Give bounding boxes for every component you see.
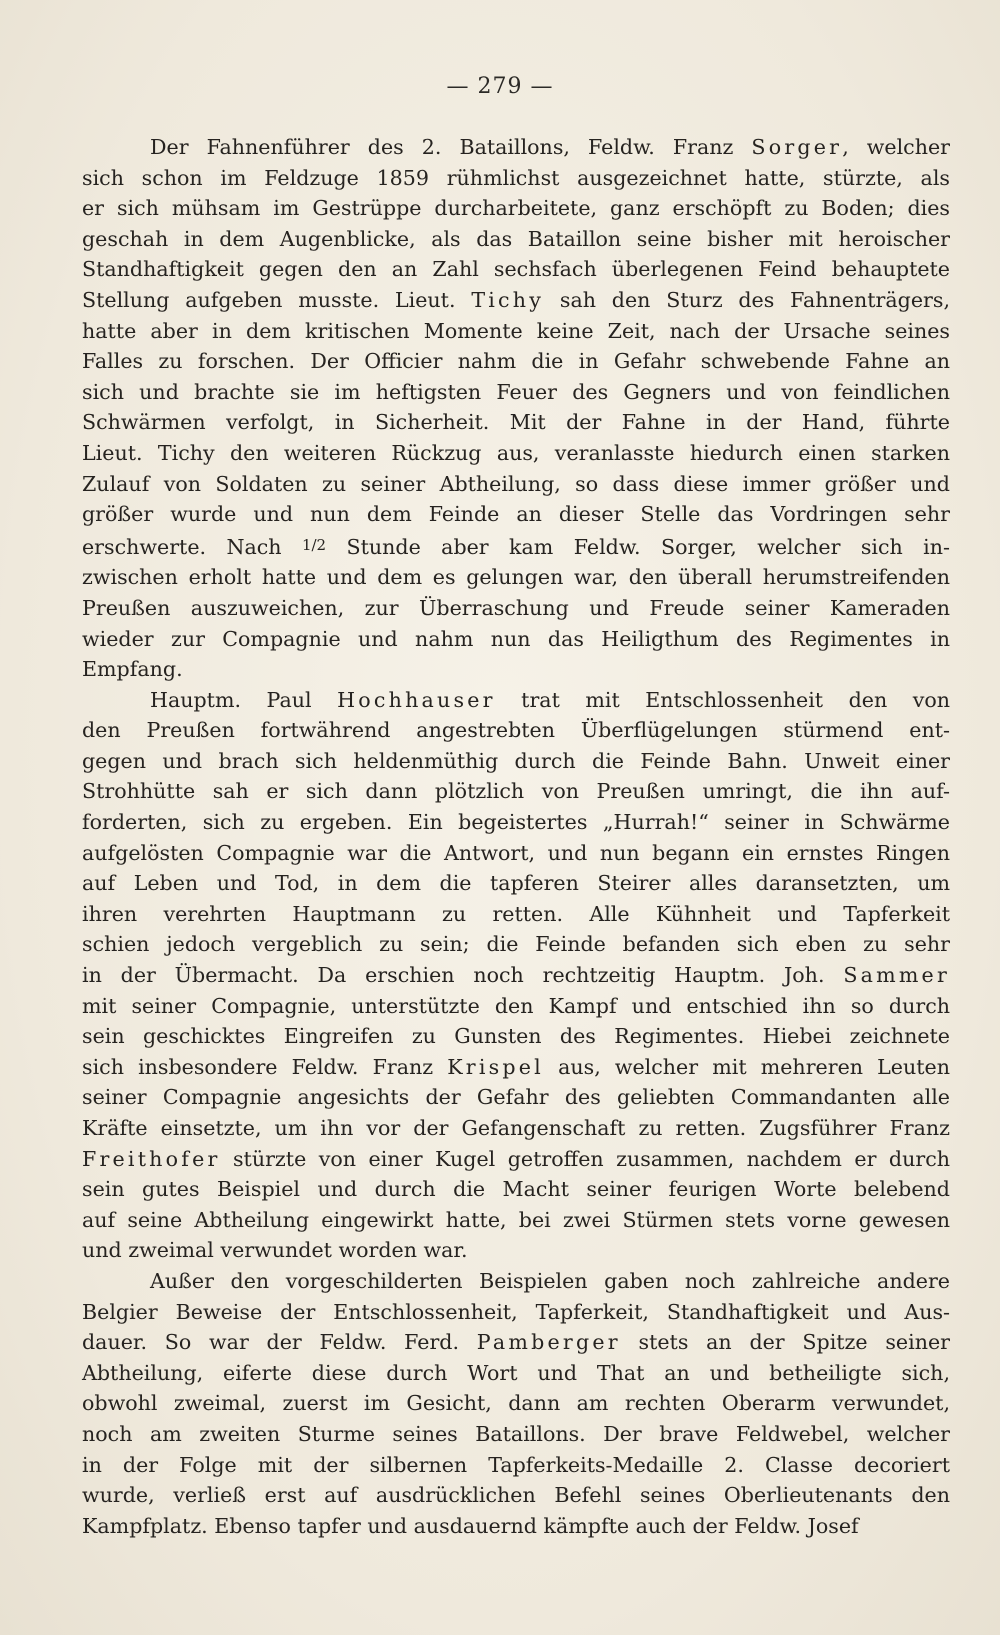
text-line <box>82 1113 950 1144</box>
text-segment: den Preußen fortwährend angestrebten Überflügelungen stürmend ent- <box>82 718 950 743</box>
text-segment: Hauptm. Paul <box>150 687 338 712</box>
text-segment: aus, welcher mit mehreren Leuten <box>543 1054 950 1079</box>
text-segment: zwischen erholt hatte und dem es gelungen war, den überall herumstreifenden <box>82 565 950 590</box>
text-line <box>82 1297 950 1328</box>
text-segment: er sich mühsam im Gestrüppe durcharbeitete, ganz erschöpft zu Boden; dies <box>82 196 950 221</box>
text-line <box>82 562 950 593</box>
text-line <box>82 1144 950 1175</box>
text-line <box>82 346 950 377</box>
text-line <box>82 1266 950 1297</box>
text-line <box>82 132 950 163</box>
text-line <box>82 868 950 899</box>
text-segment: aufgelösten Compagnie war die Antwort, und nun begann ein ernstes Ringen <box>82 840 950 865</box>
fraction: 1/2 <box>301 535 327 554</box>
page-number: — 279 — <box>446 74 554 99</box>
text-line <box>82 377 950 408</box>
text-line <box>82 1511 950 1542</box>
spaced-name: Freithofer <box>82 1146 221 1171</box>
paragraph <box>82 132 950 685</box>
text-segment: sich insbesondere Feldw. Franz <box>82 1054 448 1079</box>
text-line <box>82 1082 950 1113</box>
text-line <box>82 746 950 777</box>
text-line <box>82 899 950 930</box>
text-line <box>82 254 950 285</box>
text-line <box>82 1480 950 1511</box>
text-line <box>82 715 950 746</box>
text-segment: obwohl zweimal, zuerst im Gesicht, dann am rechten Oberarm verwundet, <box>82 1391 950 1416</box>
text-segment: noch am zweiten Sturme seines Bataillons. Der brave Feldwebel, welcher <box>82 1421 950 1446</box>
text-line <box>82 1174 950 1205</box>
text-segment: größer wurde und nun dem Feinde an dieser Stelle das Vordringen sehr <box>82 502 950 527</box>
text-segment: trat mit Entschlossenheit den von <box>495 687 951 712</box>
text-segment: sein gutes Beispiel und durch die Macht seiner feurigen Worte belebend <box>82 1177 950 1202</box>
text-segment: dauer. So war der Feldw. Ferd. <box>82 1330 477 1355</box>
text-line <box>82 469 950 500</box>
text-line <box>82 1021 950 1052</box>
text-segment: gegen und brach sich heldenmüthig durch die Feinde Bahn. Unweit einer <box>82 748 950 773</box>
text-line <box>82 776 950 807</box>
text-segment: Abtheilung, eiferte diese durch Wort und That an und betheiligte sich, <box>82 1360 950 1385</box>
text-line <box>82 407 950 438</box>
text-segment: Strohhütte sah er sich dann plötzlich von Preußen umringt, die ihn auf- <box>82 779 950 804</box>
text-segment: geschah in dem Augenblicke, als das Bataillon seine bisher mit heroischer <box>82 226 950 251</box>
text-segment: ihren verehrten Hauptmann zu retten. Alle Kühnheit und Tapferkeit <box>82 901 950 926</box>
text-segment: in der Folge mit der silbernen Tapferkeits-Medaille 2. Classe decoriert <box>82 1452 950 1477</box>
text-line <box>82 1205 950 1236</box>
text-segment: Schwärmen verfolgt, in Sicherheit. Mit der Fahne in der Hand, führte <box>82 410 950 435</box>
text-segment: , welcher <box>842 135 950 159</box>
text-segment: wieder zur Compagnie und nahm nun das Heiligthum des Regimentes in <box>82 626 950 651</box>
text-segment: in der Übermacht. Da erschien noch rechtzeitig Hauptm. Joh. <box>82 963 844 988</box>
text-segment: Belgier Beweise der Entschlossenheit, Tapferkeit, Standhaftigkeit und Aus- <box>82 1299 950 1324</box>
spaced-name: Krispel <box>447 1054 544 1079</box>
text-segment: stürzte von einer Kugel getroffen zusammen, nachdem er durch <box>220 1146 950 1171</box>
text-line <box>82 624 950 655</box>
text-segment: stets an der Spitze seiner <box>620 1330 950 1355</box>
text-line <box>82 224 950 255</box>
text-line <box>82 929 950 960</box>
text-segment: erschwerte. Nach <box>82 534 302 559</box>
paragraph <box>82 1266 950 1541</box>
text-segment: auf Leben und Tod, in dem die tapferen Steirer alles daransetzten, um <box>82 871 950 896</box>
text-line <box>82 654 950 685</box>
text-segment: sich schon im Feldzuge 1859 rühmlichst ausgezeichnet hatte, stürzte, als <box>82 165 950 190</box>
text-line <box>82 960 950 991</box>
text-line <box>82 193 950 224</box>
text-line <box>82 1358 950 1389</box>
text-segment: Falles zu forschen. Der Officier nahm die in Gefahr schwebende Fahne an <box>82 349 950 374</box>
text-segment: seiner Compagnie angesichts der Gefahr des geliebten Commandanten alle <box>82 1085 950 1110</box>
text-segment: Stellung aufgeben musste. Lieut. <box>82 287 472 312</box>
text-line <box>82 316 950 347</box>
text-line <box>82 1235 950 1266</box>
text-segment: Der Fahnenführer des 2. Bataillons, Feldw. Franz <box>150 135 752 159</box>
text-segment: Preußen auszuweichen, zur Überraschung und Freude seiner Kameraden <box>82 595 950 620</box>
text-segment: Lieut. Tichy den weiteren Rückzug aus, veranlasste hiedurch einen starken <box>82 440 950 465</box>
text-segment: Kräfte einsetzte, um ihn vor der Gefangenschaft zu retten. Zugsführer Franz <box>82 1116 950 1140</box>
text-line <box>82 991 950 1022</box>
text-segment: Zulauf von Soldaten zu seiner Abtheilung, so dass diese immer größer und <box>82 471 950 496</box>
text-segment: und zweimal verwundet worden war. <box>82 1238 468 1263</box>
text-line <box>82 438 950 469</box>
text-segment: Kampfplatz. Ebenso tapfer und ausdauernd kämpfte auch der Feldw. Josef <box>82 1513 859 1538</box>
text-segment: Außer den vorgeschilderten Beispielen gaben noch zahlreiche andere <box>150 1268 950 1293</box>
text-line <box>82 1388 950 1419</box>
text-line <box>82 1419 950 1450</box>
text-line <box>82 593 950 624</box>
text-segment: auf seine Abtheilung eingewirkt hatte, bei zwei Stürmen stets vorne gewesen <box>82 1207 950 1232</box>
text-segment: wurde, verließ erst auf ausdrücklichen Befehl seines Oberlieutenants den <box>82 1483 950 1508</box>
text-line <box>82 499 950 530</box>
spaced-name: Sammer <box>843 963 950 988</box>
spaced-name: Tichy <box>471 287 545 312</box>
spaced-name: Pamberger <box>476 1330 621 1355</box>
text-line <box>82 163 950 194</box>
spaced-name: Hochhauser <box>337 687 496 712</box>
text-segment: Empfang. <box>82 657 183 682</box>
text-segment: forderten, sich zu ergeben. Ein begeistertes „Hurrah!“ seiner in Schwärme <box>82 810 950 835</box>
text-segment: sah den Sturz des Fahnenträgers, <box>544 287 950 312</box>
text-segment: Standhaftigkeit gegen den an Zahl sechsfach überlegenen Feind behauptete <box>82 257 950 282</box>
text-line <box>82 285 950 316</box>
paragraph <box>82 685 950 1266</box>
text-segment: sich und brachte sie im heftigsten Feuer des Gegners und von feindlichen <box>82 379 950 404</box>
text-segment: hatte aber in dem kritischen Momente keine Zeit, nach der Ursache seines <box>82 318 950 343</box>
text-line <box>82 807 950 838</box>
text-line <box>82 838 950 869</box>
text-line <box>82 1327 950 1358</box>
body-text <box>82 132 950 1541</box>
text-line <box>82 685 950 716</box>
text-segment: schien jedoch vergeblich zu sein; die Feinde befanden sich eben zu sehr <box>82 932 950 957</box>
text-line <box>82 1052 950 1083</box>
text-line <box>82 530 950 563</box>
text-segment: sein geschicktes Eingreifen zu Gunsten des Regimentes. Hiebei zeichnete <box>82 1024 950 1049</box>
text-segment: Stunde aber kam Feldw. Sorger, welcher sich in- <box>326 534 950 559</box>
spaced-name: Sorger <box>751 135 843 159</box>
text-line <box>82 1450 950 1481</box>
text-segment: mit seiner Compagnie, unterstützte den Kampf und entschied ihn so durch <box>82 993 950 1018</box>
